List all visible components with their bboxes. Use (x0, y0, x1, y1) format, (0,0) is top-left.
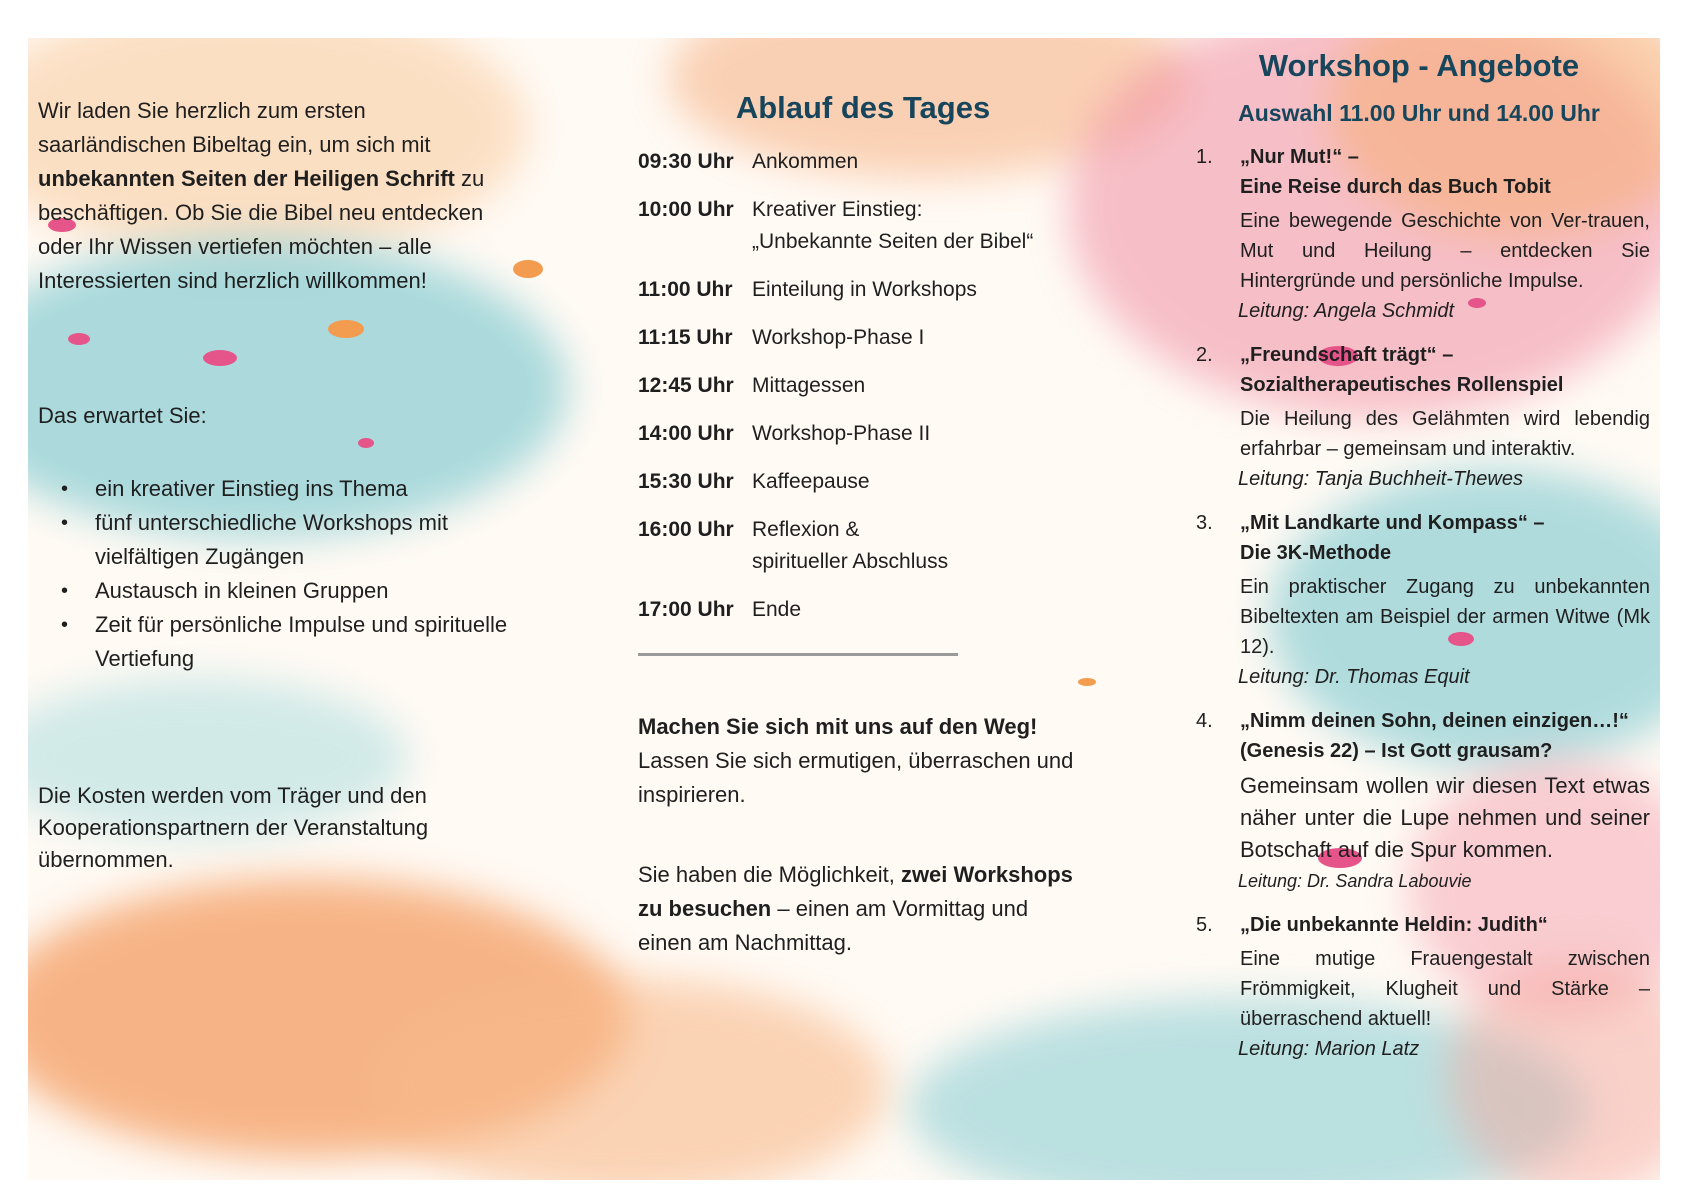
workshop-description: Eine mutige Frauengestalt zwischen Frömmigkeit, Klugheit und Stärke – überraschend aktuell! (1240, 948, 1650, 1030)
schedule-activity: Reflexion & spiritueller Abschluss (752, 518, 949, 573)
schedule-row (638, 370, 1088, 402)
workshop-leader: Leitung: Dr. Thomas Equit (1238, 666, 1470, 688)
schedule-row (638, 514, 1088, 578)
intro-panel (38, 38, 518, 1180)
intro-text-start: Wir laden Sie herzlich zum ersten saarländischen Bibeltag ein, um sich mit (38, 98, 431, 157)
workshop-leader: Leitung: Marion Latz (1238, 1038, 1420, 1060)
workshop-item-title: „Mit Landkarte und Kompass“ – Die 3K-Methode (1240, 512, 1545, 564)
workshop-number: 2. (1196, 344, 1213, 366)
workshop-item (1188, 142, 1650, 326)
divider-line (638, 653, 958, 656)
intro-text (38, 94, 518, 298)
workshop-number: 3. (1196, 512, 1213, 534)
workshop-item (1188, 340, 1650, 494)
list-item: • Austausch in kleinen Gruppen (95, 574, 515, 608)
workshop-description: Die Heilung des Gelähmten wird lebendig erfahrbar – gemeinsam und interaktiv. (1240, 408, 1650, 460)
workshop-number: 1. (1196, 146, 1213, 168)
schedule-activity: Kaffeepause (752, 470, 870, 493)
visit-text (638, 858, 1078, 960)
workshop-leader: Leitung: Tanja Buchheit-Thewes (1238, 468, 1523, 490)
schedule-time: 09:30 Uhr (638, 150, 734, 173)
workshop-list (1188, 142, 1650, 1078)
schedule-time: 17:00 Uhr (638, 598, 734, 621)
workshop-item (1188, 706, 1650, 896)
schedule-list (638, 146, 1088, 642)
schedule-row (638, 322, 1088, 354)
schedule-time: 12:45 Uhr (638, 374, 734, 397)
workshop-subtitle: Auswahl 11.00 Uhr und 14.00 Uhr (1238, 100, 1600, 126)
workshop-item-title: „Freundschaft trägt“ – Sozialtherapeutisches Rollenspiel (1240, 344, 1564, 396)
schedule-time: 11:00 Uhr (638, 278, 733, 301)
schedule-row (638, 274, 1088, 306)
list-item: • fünf unterschiedliche Workshops mit vielfältigen Zugängen (95, 506, 515, 574)
invite-headline: Machen Sie sich mit uns auf den Weg! (638, 714, 1038, 739)
schedule-panel (638, 38, 1088, 1180)
workshop-leader: Leitung: Dr. Sandra Labouvie (1238, 871, 1472, 891)
visit-text-start: Sie haben die Möglichkeit, (638, 862, 901, 887)
expect-heading: Das erwartet Sie: (38, 403, 207, 428)
workshop-item-title: „Nimm deinen Sohn, deinen einzigen…!“ (Genesis 22) – Ist Gott grausam? (1240, 710, 1629, 762)
schedule-activity: Ende (752, 598, 802, 621)
schedule-activity: Workshop-Phase I (752, 326, 925, 349)
workshop-description: Ein praktischer Zugang zu unbekannten Bibeltexten am Beispiel der armen Witwe (Mk 12). (1240, 576, 1650, 658)
workshop-title: Workshop - Angebote (1258, 48, 1580, 83)
schedule-activity: Einteilung in Workshops (752, 278, 977, 301)
workshop-item (1188, 508, 1650, 692)
schedule-activity: Kreativer Einstieg: „Unbekannte Seiten der Bibel“ (752, 198, 1034, 253)
brochure-sheet (28, 38, 1660, 1180)
workshop-number: 5. (1196, 914, 1213, 936)
visit-text-highlight: zwei Workshops zu besuchen (638, 862, 1073, 921)
workshop-leader: Leitung: Angela Schmidt (1238, 300, 1455, 322)
schedule-row (638, 418, 1088, 450)
workshop-item-title: „Nur Mut!“ – Eine Reise durch das Buch Tobit (1240, 146, 1551, 198)
schedule-time: 16:00 Uhr (638, 518, 734, 541)
invite-text (638, 710, 1078, 812)
workshop-number: 4. (1196, 710, 1213, 732)
visit-text-end: – einen am Vormittag und einen am Nachmittag. (638, 896, 1029, 955)
intro-text-highlight: unbekannten Seiten der Heiligen Schrift (38, 166, 455, 191)
schedule-activity: Mittagessen (752, 374, 866, 397)
workshop-panel (1188, 38, 1650, 1180)
workshop-item (1188, 910, 1650, 1064)
schedule-row (638, 194, 1088, 258)
workshop-description: Gemeinsam wollen wir diesen Text etwas näher unter die Lupe nehmen und seiner Botschaft auf die Spur kommen. (1240, 773, 1650, 862)
list-item: • ein kreativer Einstieg ins Thema (95, 472, 515, 506)
schedule-row (638, 466, 1088, 498)
expect-list (95, 472, 515, 676)
schedule-time: 14:00 Uhr (638, 422, 734, 445)
invite-body: Lassen Sie sich ermutigen, überraschen und inspirieren. (638, 748, 1074, 807)
workshop-description: Eine bewegende Geschichte von Ver-trauen, Mut und Heilung – entdecken Sie Hintergründe und persönliche Impulse. (1240, 210, 1650, 292)
schedule-title: Ablauf des Tages (735, 90, 991, 125)
schedule-time: 11:15 Uhr (638, 326, 733, 349)
list-item: • Zeit für persönliche Impulse und spirituelle Vertiefung (95, 608, 515, 676)
schedule-activity: Workshop-Phase II (752, 422, 931, 445)
workshop-item-title: „Die unbekannte Heldin: Judith“ (1240, 914, 1548, 936)
schedule-activity: Ankommen (752, 150, 859, 173)
schedule-row (638, 594, 1088, 626)
schedule-row (638, 146, 1088, 178)
costs-note: Die Kosten werden vom Träger und den Kooperationspartnern der Veranstaltung übernommen. (38, 783, 429, 872)
schedule-time: 10:00 Uhr (638, 198, 734, 221)
intro-text-end: zu beschäftigen. Ob Sie die Bibel neu entdecken oder Ihr Wissen vertiefen möchten – alle Interessierten sind herzlich willkommen! (38, 166, 485, 293)
schedule-time: 15:30 Uhr (638, 470, 734, 493)
